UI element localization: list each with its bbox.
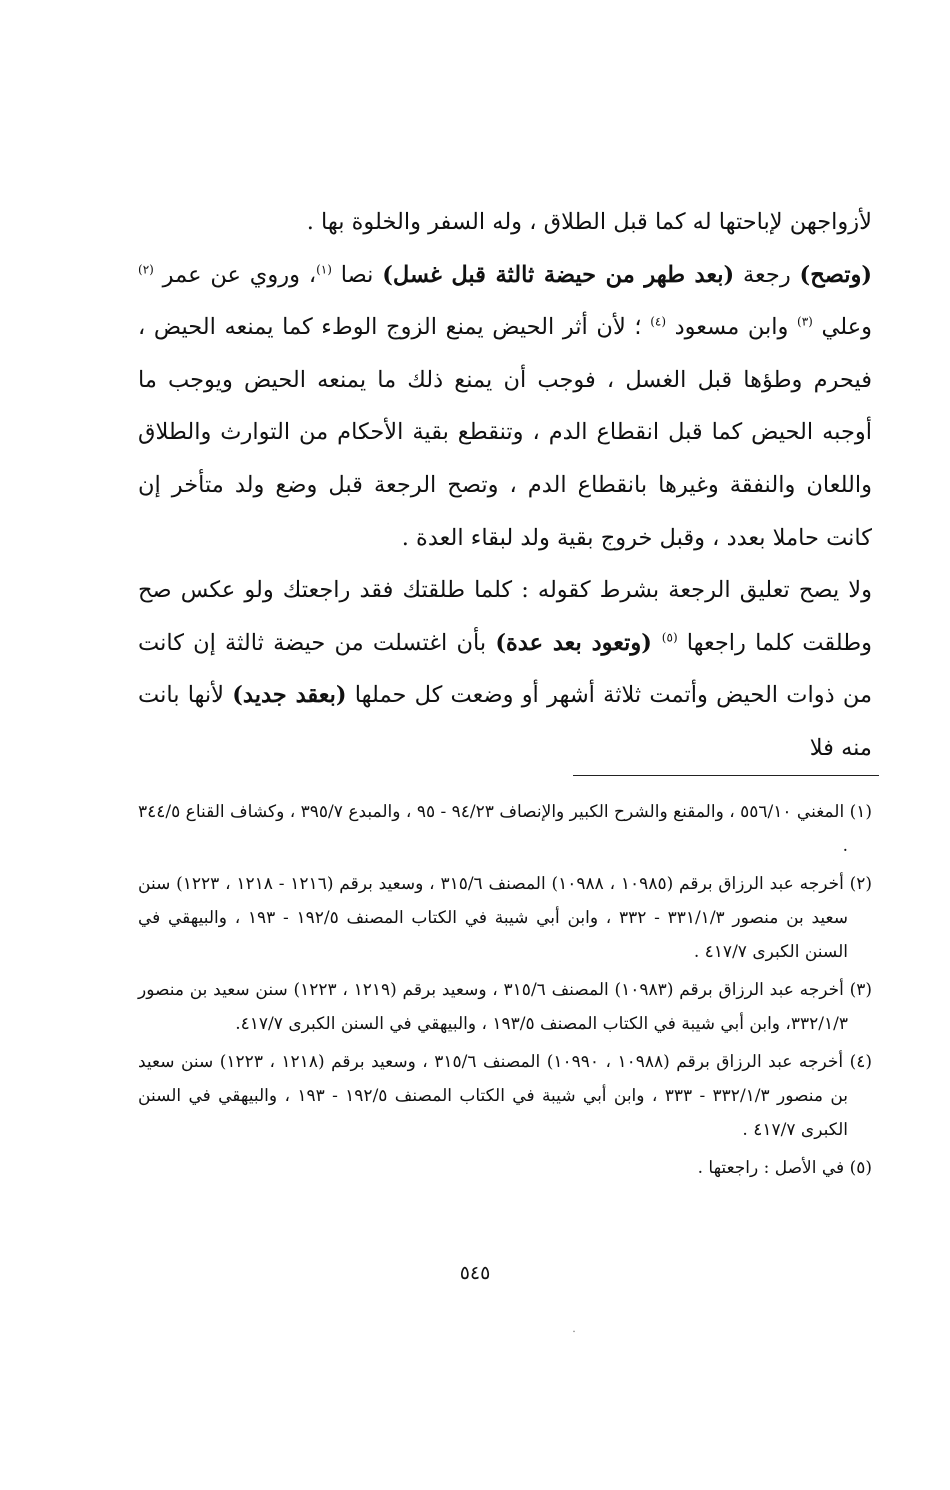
footnote-1: (١) المغني ٥٥٦/١٠ ، والمقنع والشرح الكبير والإنصاف ٩٤/٢٣ - ٩٥ ، والمبدع ٣٩٥/٧ ، وكشاف القناع ٣٤٤/٥ . — [138, 802, 872, 856]
footnotes — [138, 795, 872, 1189]
paragraph-2 — [138, 249, 872, 565]
bold-phrase: (بعقد جديد) — [232, 682, 347, 709]
footnote-ref-5: (٥) — [661, 630, 678, 645]
footnote-ref-1: (١) — [316, 262, 332, 277]
paragraph-3 — [138, 564, 872, 774]
paragraph-1: لأزواجهن لإباحتها له كما قبل الطلاق ، وله السفر والخلوة بها . — [306, 209, 872, 235]
footnote-3: (٣) أخرجه عبد الرزاق برقم (١٠٩٨٣) المصنف ٣١٥/٦ ، وسعيد برقم (١٢١٩ ، ١٢٢٣) سنن سعيد بن منصور ٣٣٢/١/٣، وابن أبي شيبة في الكتاب المصنف ١٩٣/٥ ، والبيهقي في السنن الكبرى ٤١٧/٧. — [138, 980, 873, 1034]
text-run: وعلي — [812, 314, 872, 341]
text-run: ولا يصح تعليق الرجعة بشرط كقوله : كلما طلقتك فقد راجعتك ولو عكس صح وطلقت كلما راجعها — [138, 577, 872, 656]
footnote-5: (٥) في الأصل : راجعتها . — [697, 1158, 872, 1178]
bold-phrase: (وتعود بعد عدة) — [495, 629, 662, 656]
bold-phrase: (بعد طهر من حيضة ثالثة قبل غسل) — [382, 261, 735, 288]
text-run: رجعة — [734, 261, 800, 288]
footnote-ref-4: (٤) — [650, 314, 667, 329]
footnote-2: (٢) أخرجه عبد الرزاق برقم (١٠٩٨٥ ، ١٠٩٨٨) المصنف ٣١٥/٦ ، وسعيد برقم (١٢١٦ - ١٢١٨ ، ١٢٢٣) سنن سعيد بن منصور ٣٣١/١/٣ - ٣٣٢ ، وابن أبي شيبة في الكتاب المصنف ١٩٢/٥ - ١٩٣ ، والبيهقي في السنن الكبرى ٤١٧/٧ . — [138, 874, 873, 962]
bold-phrase: (وتصح) — [799, 261, 873, 288]
text-run: وابن مسعود — [666, 314, 798, 341]
footnote-ref-3: (٣) — [797, 314, 813, 329]
text-run: ، وروي عن عمر — [153, 261, 317, 288]
text-run: ؛ لأن أثر الحيض يمنع الزوج الوطء كما يمنعه الحيض ، فيحرم وطؤها قبل الغسل ، فوجب أن يمنع ذلك ما يمنعه الحيض ويوجب ما أوجبه الحيض كما قبل انقطاع الدم ، وتنقطع بقية الأحكام من التوارث والطلاق واللعان والنفقة وغيرها بانقطاع الدم ، وتصح الرجعة قبل وضع ولد متأخر إن كانت حاملا بعدد ، وقبل خروج بقية ولد لبقاء العدة . — [138, 314, 872, 551]
stray-mark — [566, 1330, 572, 1336]
footnote-ref-2: (٢) — [138, 262, 154, 277]
page-number: ٥٤٥ — [459, 1262, 491, 1284]
footnote-4: (٤) أخرجه عبد الرزاق برقم (١٠٩٨٨ ، ١٠٩٩٠) المصنف ٣١٥/٦ ، وسعيد برقم (١٢١٨ ، ١٢٢٣) سنن سعيد بن منصور ٣٣٢/١/٣ - ٣٣٣ ، وابن أبي شيبة في الكتاب المصنف ١٩٢/٥ - ١٩٣ ، والبيهقي في السنن الكبرى ٤١٧/٧ . — [138, 1052, 873, 1140]
main-text — [138, 196, 872, 775]
text-run: بأن اغتسلت من حيضة ثالثة إن كانت من ذوات الحيض وأتمت ثلاثة أشهر أو وضعت كل حملها — [138, 629, 872, 709]
text-run: نصا — [331, 261, 383, 288]
text-run: لأنها بانت منه فلا — [138, 682, 872, 761]
footnote-separator — [573, 775, 879, 776]
